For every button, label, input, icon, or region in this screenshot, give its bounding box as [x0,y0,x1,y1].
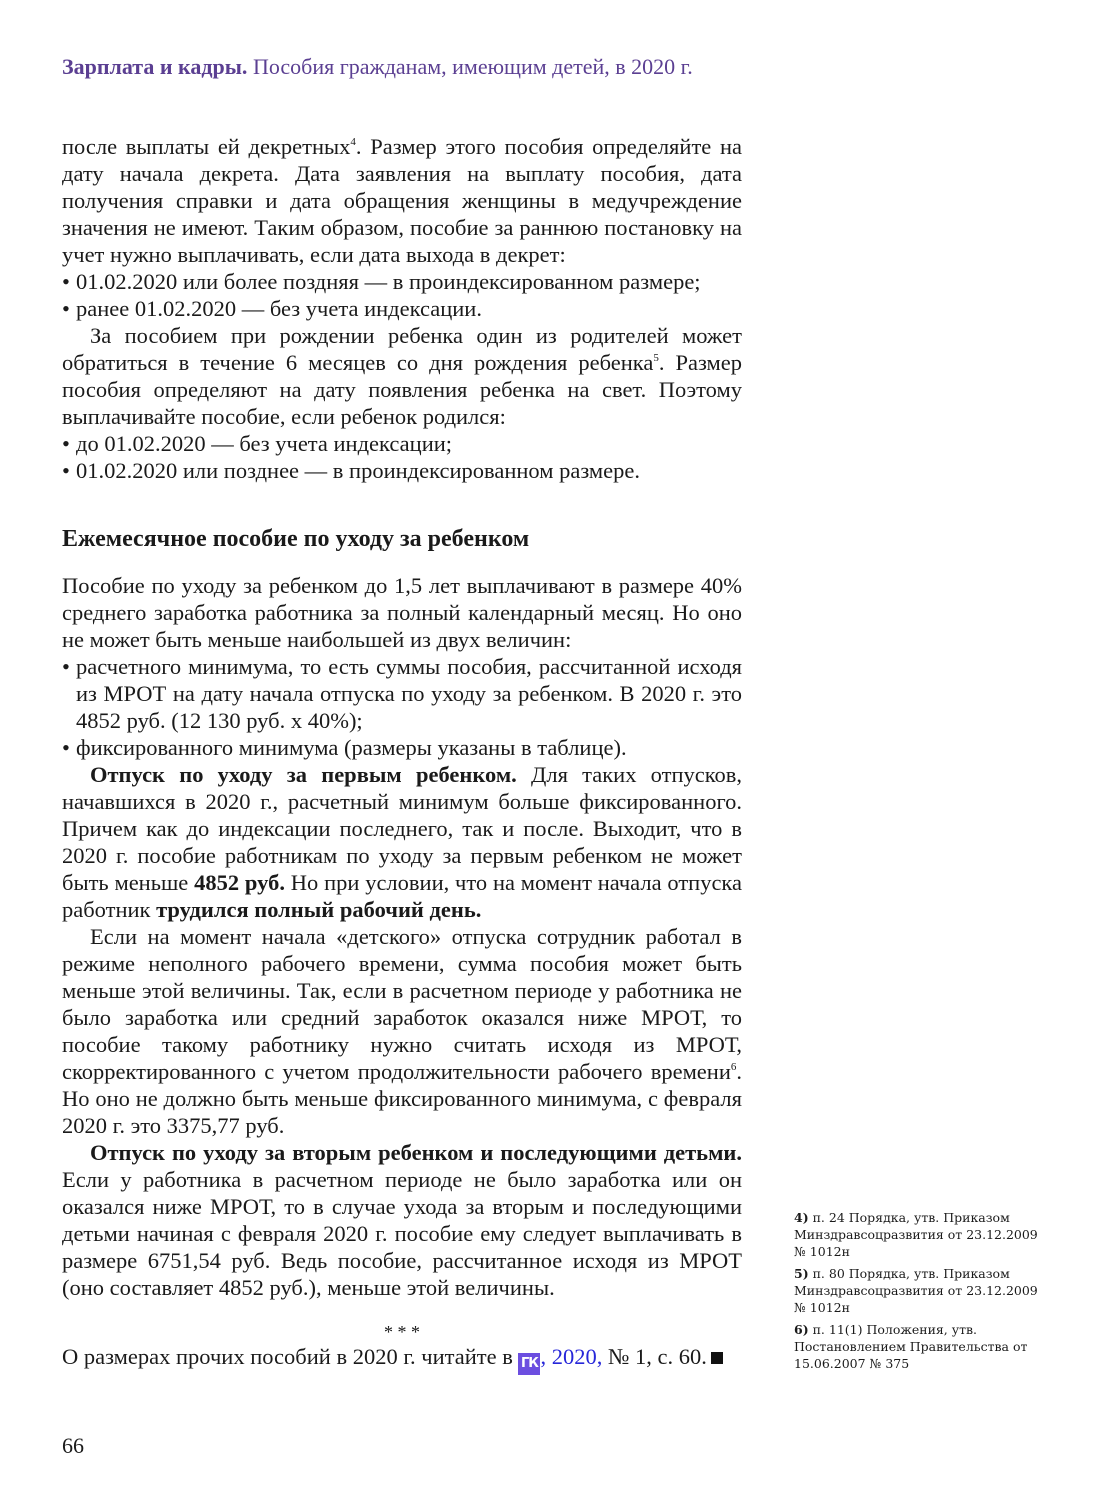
running-header [62,54,693,80]
footnote-ref-4[interactable]: 4 [350,136,356,148]
bullet-list [62,653,742,761]
list-item: • 01.02.2020 или более поздняя — в проиндексированном размере; [62,268,742,295]
footnote-6: 6) п. 11(1) Положения, утв. Постановлением Правительства от 15.06.2007 № 375 [794,1322,1028,1371]
bullet-list [62,430,742,484]
list-item: • фиксированного минимума (размеры указаны в таблице). [62,734,742,761]
footnote-4: 4) п. 24 Порядка, утв. Приказом Минздравсоцразвития от 23.12.2009 № 1012н [794,1210,1038,1259]
paragraph: За пособием при рождении ребенка один из родителей может обратиться в течение 6 месяцев со дня рождения ребенка$^5$. Размер пособия определяют на дату появления ребенка на свет. Поэтому выплачивайте пособие, если ребенок родился: [62,323,742,429]
paragraph: Если на момент начала «детского» отпуска сотрудник работал в режиме неполного рабочего времени, сумма пособия может быть меньше этой величины. Так, если в расчетном периоде у работника не было заработка или средний заработок оказался ниже МРОТ, то пособие такому работнику нужно считать исходя из МРОТ, скорректированного с учетом продолжительности рабочего времени$^6$. Но оно не должно быть меньше фиксированного минимума, с февраля 2020 г. это 3375,77 руб. [62,924,742,1138]
header-title: Пособия гражданам, имеющим детей, в 2020 г. [252,54,693,79]
paragraph: Отпуск по уходу за вторым ребенком и последующими детьми. Если у работника в расчетном периоде не было заработка или он оказался ниже МРОТ, то в случае ухода за вторым и последующими детьми начиная с февраля 2020 г. пособие ему следует выплачивать в размере 6751,54 руб. Ведь пособие, рассчитанное исходя из МРОТ (оно составляет 4852 руб.), меньше этой величины. [62,1140,742,1300]
closing-paragraph: О размерах прочих пособий в 2020 г. читайте в ГК , 2020, № 1, с. 60. [62,1343,742,1375]
gk-logo-icon[interactable]: ГК [518,1353,540,1375]
list-item: • 01.02.2020 или позднее — в проиндексированном размере. [62,457,742,484]
footnote-ref-6[interactable]: 6 [730,1061,737,1073]
journal-link[interactable]: , 2020, [540,1344,603,1369]
list-item: • ранее 01.02.2020 — без учета индексации. [62,295,742,322]
list-item: • расчетного минимума, то есть суммы пособия, рассчитанной исходя из МРОТ на дату начала отпуска по уходу за ребенком. В 2020 г. это 4852 руб. (12 130 руб. х 40%); [62,653,742,734]
page-number: 66 [62,1433,84,1458]
footnotes [794,1209,1044,1377]
paragraph: Отпуск по уходу за первым ребенком. Для таких отпусков, начавшихся в 2020 г., расчетный минимум больше фиксированного. Причем как до индексации последнего, так и после. Выходит, что в 2020 г. пособие работникам по уходу за первым ребенком не может быть меньше 4852 руб. Но при условии, что на момент начала отпуска работник трудился полный рабочий день. [62,762,743,922]
article-body [62,133,742,1375]
paragraph: после выплаты ей декретных$^4$. Размер этого пособия определяйте на дату начала декрета. Дата заявления на выплату пособия, дата получения справки и дата обращения женщины в медучреждение значения не имеют. Таким образом, пособие за раннюю постановку на учет нужно выплачивать, если дата выхода в декрет: [62,134,742,267]
footnote-ref-5[interactable]: 5 [653,352,659,364]
bullet-list [62,268,742,322]
header-section: Зарплата и кадры. [62,54,248,79]
separator: * * * [384,1322,420,1342]
paragraph: Пособие по уходу за ребенком до 1,5 лет выплачивают в размере 40% среднего заработка работника за полный календарный месяц. Но оно не может быть меньше наибольшей из двух величин: [62,573,742,652]
list-item: • до 01.02.2020 — без учета индексации; [62,430,742,457]
end-mark-icon [711,1352,723,1364]
footnote-5: 5) п. 80 Порядка, утв. Приказом Минздравсоцразвития от 23.12.2009 № 1012н [794,1266,1038,1315]
section-heading: Ежемесячное пособие по уходу за ребенком [62,526,530,552]
